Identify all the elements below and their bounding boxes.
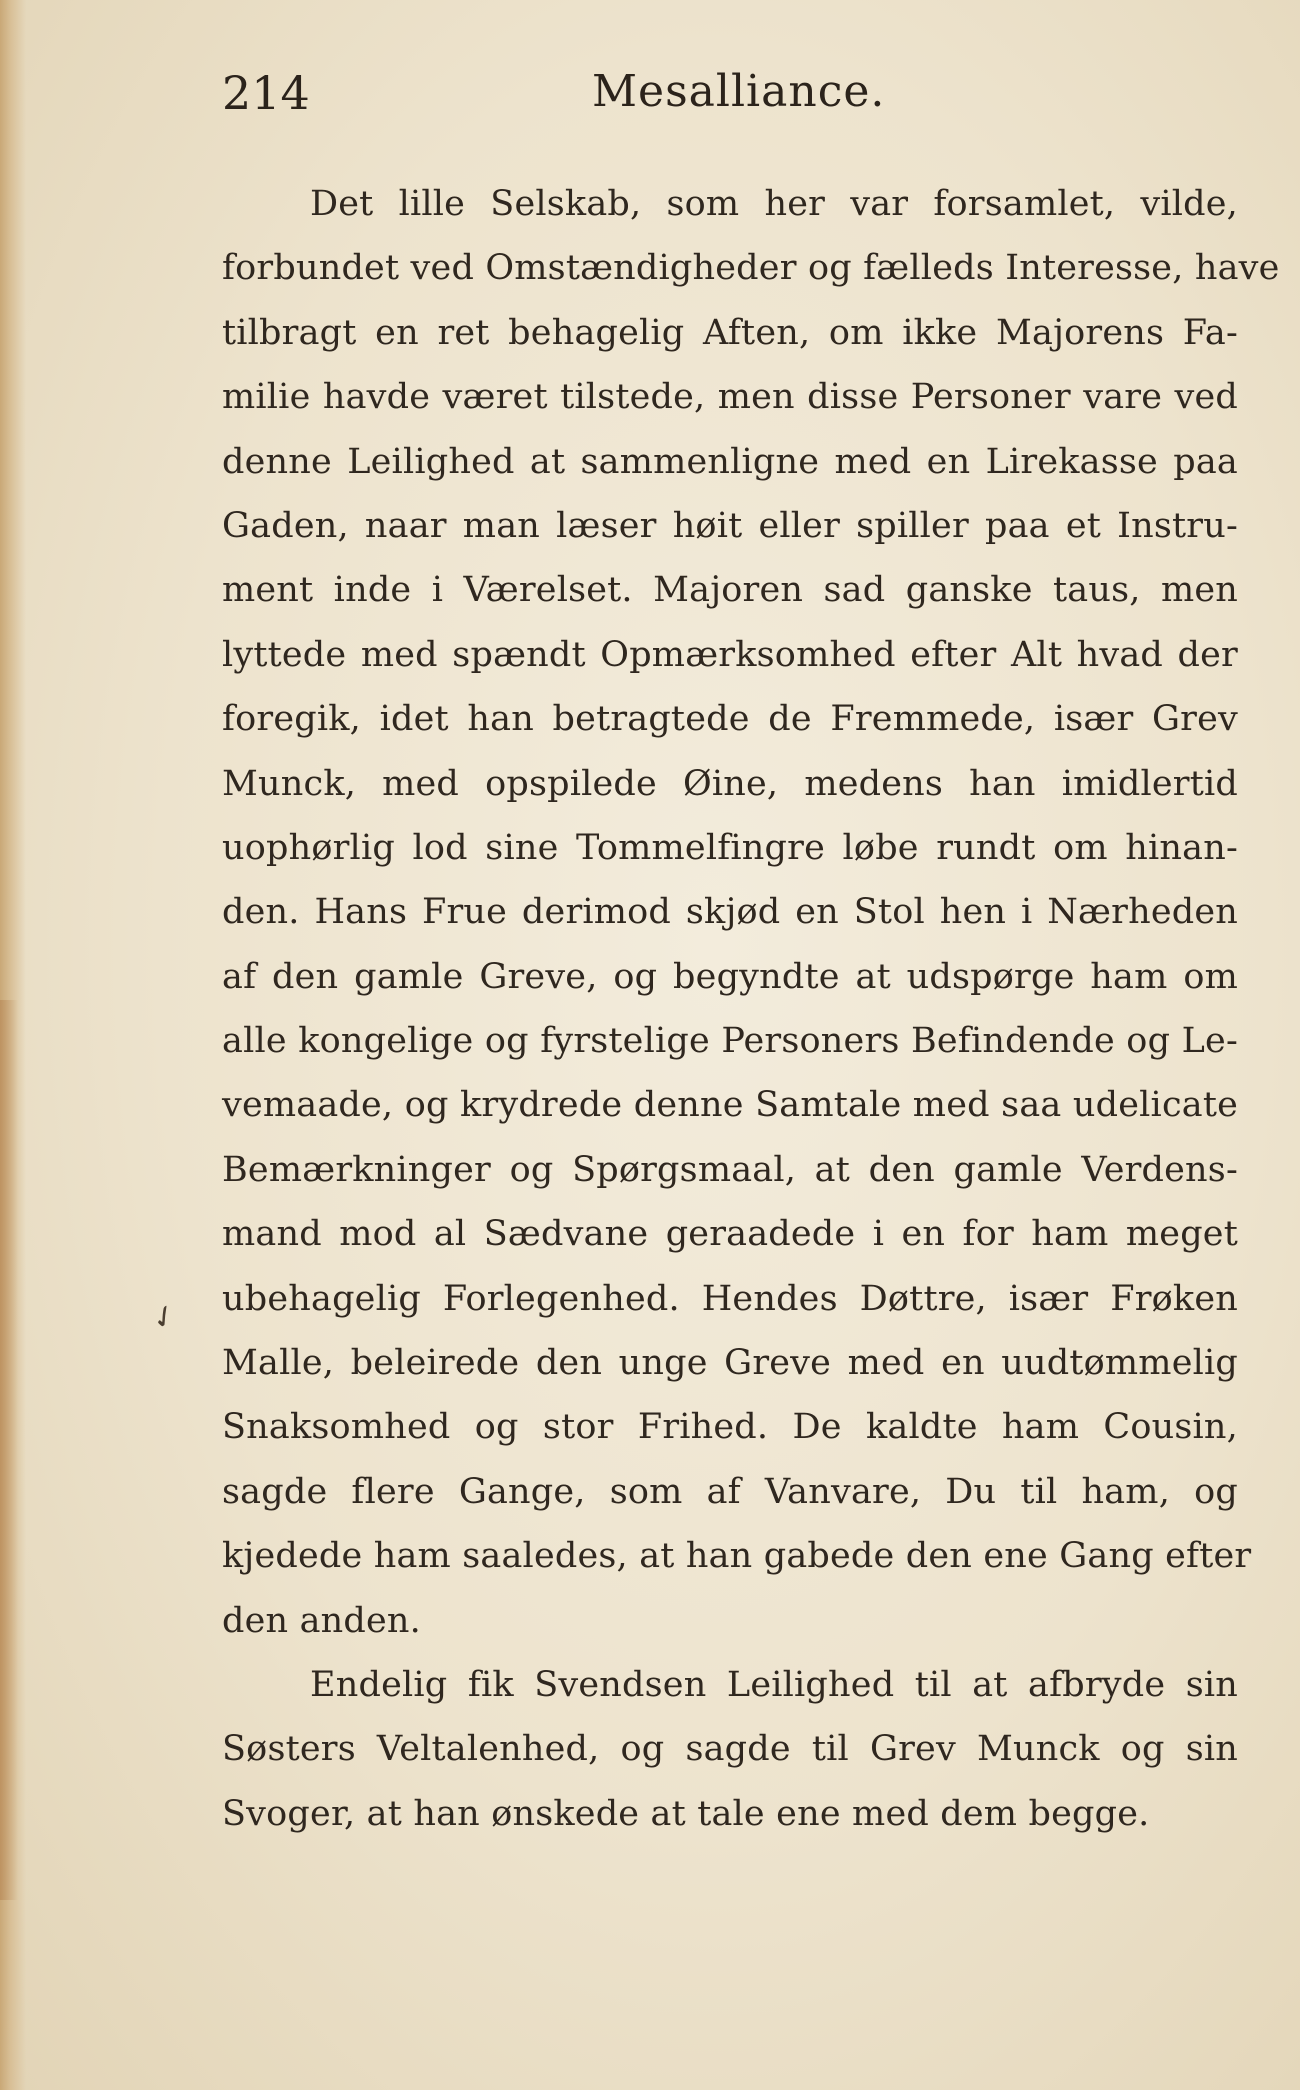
page-number: 214 bbox=[222, 66, 310, 120]
text-line: kjedede ham saaledes, at han gabede den ene Gang efter bbox=[222, 1536, 1252, 1577]
text-line: denne Leilighed at sammenligne med en Lirekasse paa bbox=[222, 441, 1238, 482]
text-line: af den gamle Greve, og begyndte at udspørge ham om bbox=[222, 956, 1238, 997]
text-line: alle kongelige og fyrstelige Personers Befindende og Le- bbox=[222, 1021, 1238, 1062]
text-line: Det lille Selskab, som her var forsamlet, vilde, bbox=[310, 184, 1238, 224]
text-line: Malle, beleirede den unge Greve med en uudtømmelig bbox=[222, 1343, 1238, 1384]
body-text bbox=[222, 172, 1280, 1846]
paper-stain bbox=[0, 1000, 18, 1900]
text-line: Endelig fik Svendsen Leilighed til at afbryde sin bbox=[310, 1664, 1238, 1705]
page-header bbox=[222, 62, 1182, 132]
paragraph bbox=[222, 172, 1280, 1653]
text-line: Søsters Veltalenhed, og sagde til Grev Munck og sin bbox=[222, 1729, 1238, 1770]
text-line: den. Hans Frue derimod skjød en Stol hen i Nærheden bbox=[222, 892, 1238, 933]
text-line: forbundet ved Omstændigheder og fælleds Interesse, have bbox=[222, 248, 1280, 289]
text-line: mand mod al Sædvane geraadede i en for ham meget bbox=[222, 1214, 1238, 1255]
text-line: milie havde været tilstede, men disse Personer vare ved bbox=[222, 377, 1238, 418]
text-line: Bemærkninger og Spørgsmaal, at den gamle Verdens- bbox=[222, 1149, 1238, 1190]
text-line: tilbragt en ret behagelig Aften, om ikke Majorens Fa- bbox=[222, 312, 1238, 353]
text-line: Svoger, at han ønskede at tale ene med dem begge. bbox=[222, 1793, 1150, 1834]
text-line: ubehagelig Forlegenhed. Hendes Døttre, især Frøken bbox=[222, 1278, 1238, 1319]
text-line: lyttede med spændt Opmærksomhed efter Alt hvad der bbox=[222, 634, 1238, 675]
running-title: Mesalliance. bbox=[592, 66, 886, 117]
text-line: Munck, med opspilede Øine, medens han imidlertid bbox=[222, 763, 1238, 804]
paragraph bbox=[222, 1653, 1238, 1846]
margin-mark: ✓ bbox=[144, 1296, 185, 1339]
text-line: den anden. bbox=[222, 1600, 421, 1641]
text-line: uophørlig lod sine Tommelfingre løbe rundt om hinan- bbox=[222, 827, 1238, 868]
text-line: foregik, idet han betragtede de Fremmede, især Grev bbox=[222, 699, 1238, 740]
text-line: Snaksomhed og stor Frihed. De kaldte ham Cousin, bbox=[222, 1407, 1238, 1448]
text-line: Gaden, naar man læser høit eller spiller paa et Instru- bbox=[222, 505, 1238, 546]
text-line: vemaade, og krydrede denne Samtale med saa udelicate bbox=[222, 1085, 1238, 1126]
text-line: ment inde i Værelset. Majoren sad ganske taus, men bbox=[222, 570, 1238, 611]
text-line: sagde flere Gange, som af Vanvare, Du til ham, og bbox=[222, 1471, 1238, 1512]
